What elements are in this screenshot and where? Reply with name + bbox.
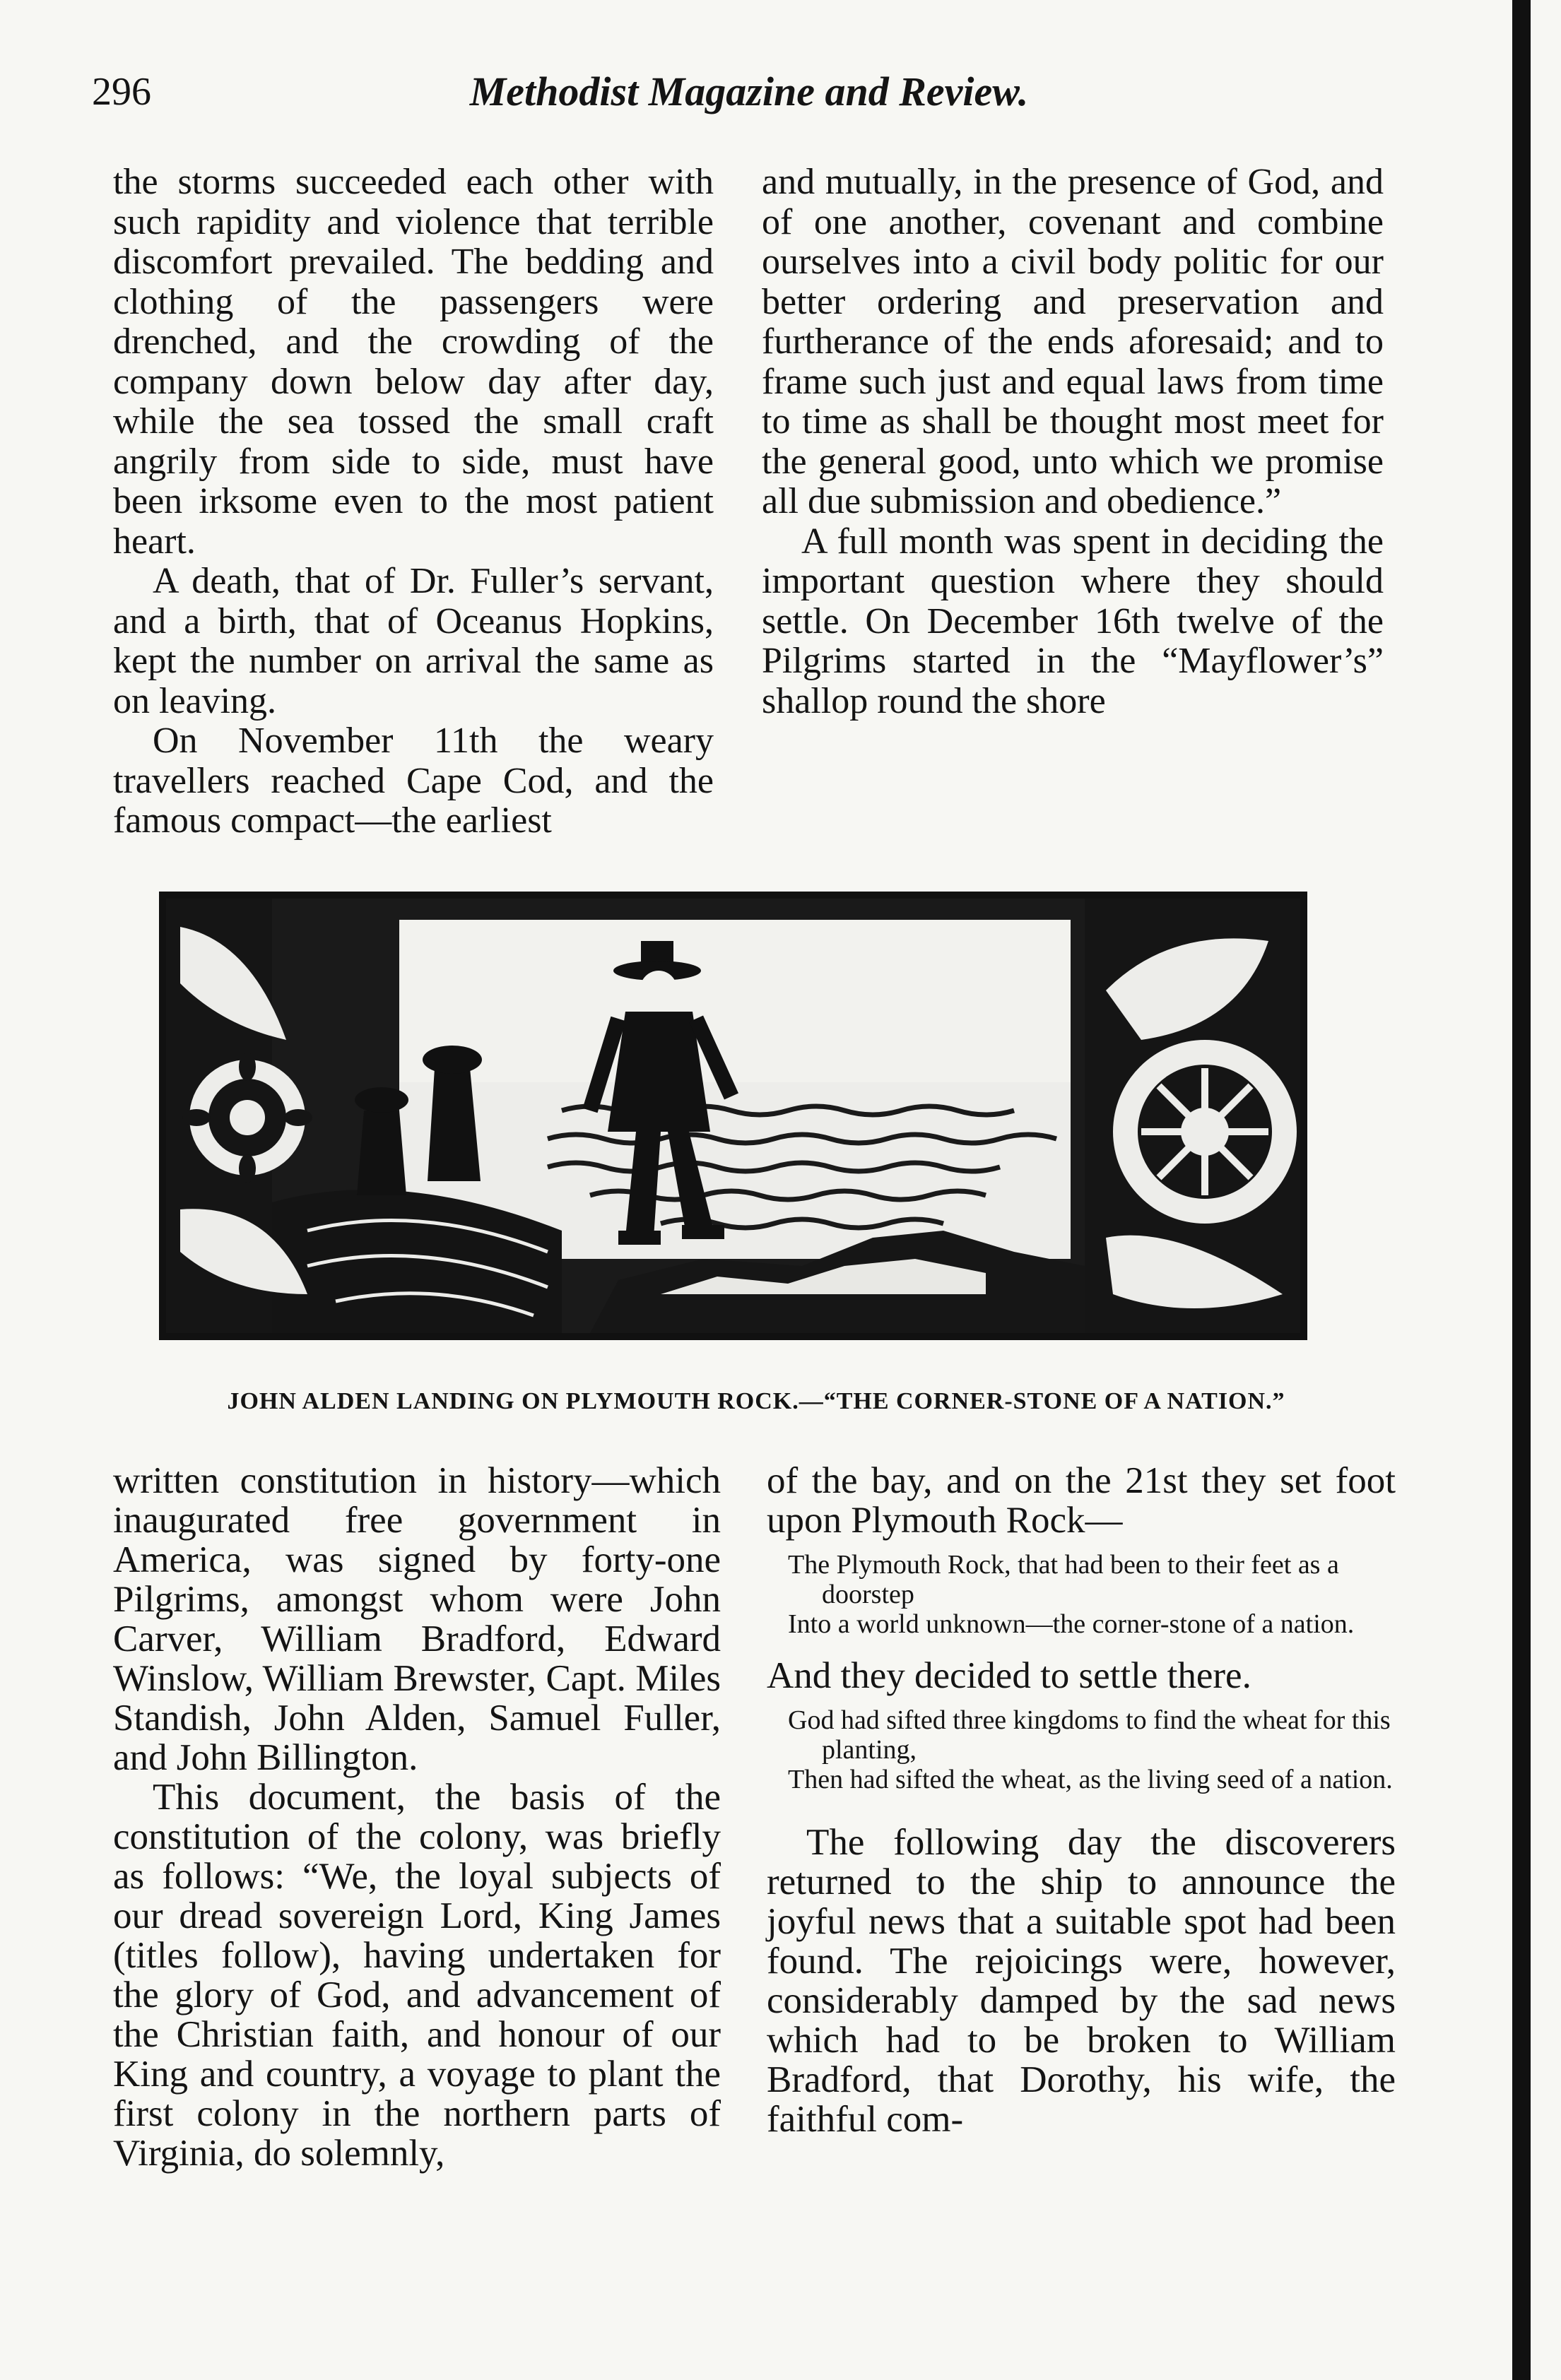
verse-quotation — [788, 1550, 1396, 1639]
paragraph: On November 11th the weary travellers reached Cape Cod, and the famous compact—the earliest — [113, 721, 714, 841]
paragraph: A full month was spent in deciding the important question where they should settle. On December 16th twelve of the Pilgrims started in the “Mayflower’s” shallop round the shore — [762, 521, 1384, 721]
page-edge-shadow — [1512, 0, 1531, 2380]
verse-line: God had sifted three kingdoms to find the wheat for this planting, — [788, 1705, 1391, 1765]
page-header — [92, 67, 1406, 131]
woodcut-illustration — [159, 892, 1307, 1340]
illustration-caption: JOHN ALDEN LANDING ON PLYMOUTH ROCK.—“THE CORNER-STONE OF A NATION.” — [227, 1388, 1285, 1414]
column-top-right — [762, 162, 1384, 721]
page-number: 296 — [92, 70, 151, 114]
paragraph: and mutually, in the presence of God, and of one another, covenant and combine ourselves into a civil body politic for our better ordering and preservation and furtherance of the ends aforesaid; and to frame such just and equal laws from time to time as shall be thought most meet for the general good, unto which we promise all due submission and obedience.” — [762, 162, 1384, 521]
paragraph: A death, that of Dr. Fuller’s servant, and a birth, that of Oceanus Hopkins, kept the number on arrival the same as on leaving. — [113, 561, 714, 721]
verse-quotation — [788, 1705, 1396, 1794]
column-bottom-right — [767, 1461, 1396, 2139]
paragraph: of the bay, and on the 21st they set foot upon Plymouth Rock— — [767, 1460, 1396, 1541]
verse-line: Then had sifted the wheat, as the living seed of a nation. — [788, 1765, 1393, 1794]
landing-scene-image — [166, 899, 1300, 1333]
paragraph: the storms succeeded each other with such rapidity and violence that terrible discomfort prevailed. The bedding and clothing of the passengers were drenched, and the crowding of the company down below day after day, while the sea tossed the small craft angrily from side to side, must have been irksome even to the most patient heart. — [113, 162, 714, 562]
paragraph: And they decided to settle there. — [767, 1655, 1251, 1696]
paragraph: The following day the discoverers returned to the ship to announce the joyful news that a suitable spot had been found. The rejoicings were, however, considerably damped by the sad news which had to be broken to William Bradford, that Dorothy, his wife, the faithful com- — [767, 1822, 1396, 2140]
paragraph: written constitution in history—which inaugurated free government in America, was signed by forty-one Pilgrims, amongst whom were John Carver, William Bradford, Edward Winslow, William Brewster, Capt. Miles Standish, John Alden, Samuel Fuller, and John Billington. — [113, 1460, 721, 1778]
running-title: Methodist Magazine and Review. — [469, 69, 1029, 114]
verse-line: Into a world unknown—the corner-stone of a nation. — [788, 1609, 1355, 1639]
verse-line: The Plymouth Rock, that had been to their feet as a doorstep — [788, 1550, 1339, 1609]
column-top-left — [113, 162, 714, 841]
column-bottom-left — [113, 1461, 721, 2173]
paragraph: This document, the basis of the constitution of the colony, was briefly as follows: “We, the loyal subjects of our dread sovereign Lord, King James (titles follow), having undertaken for the glory of God, and advancement of the Christian faith, and honour of our King and country, a voyage to plant the first colony in the northern parts of Virginia, do solemnly, — [113, 1777, 721, 2174]
